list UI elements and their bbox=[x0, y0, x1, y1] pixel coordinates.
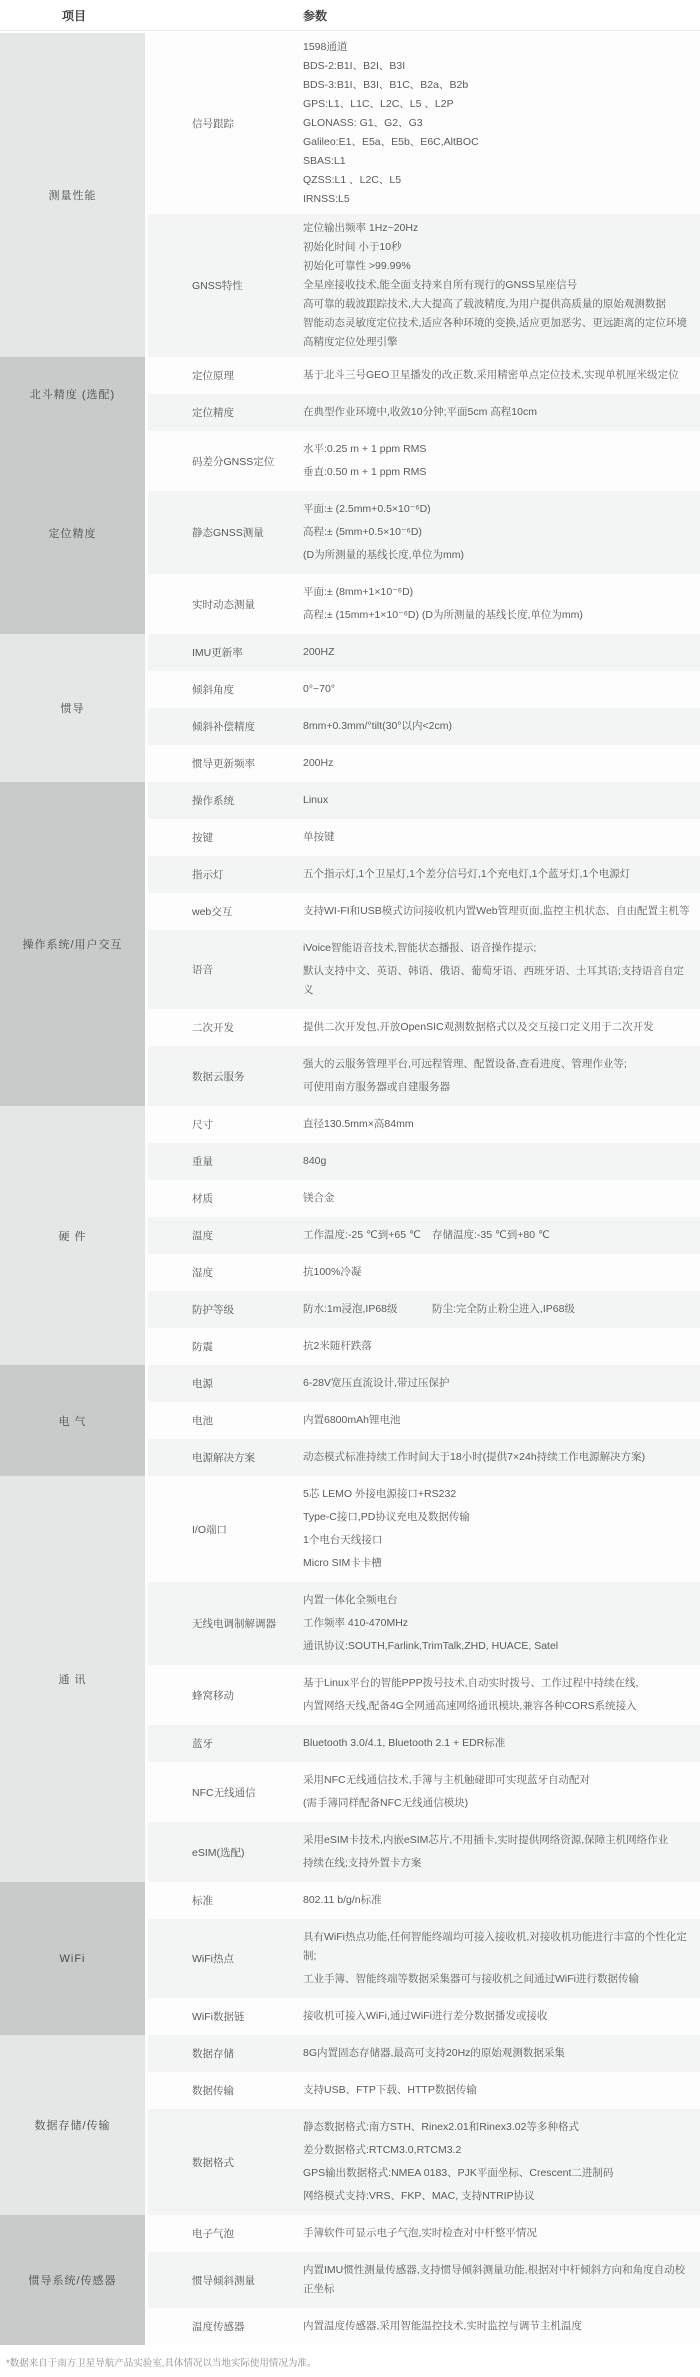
value-line: Bluetooth 3.0/4.1, Bluetooth 2.1 + EDR标准 bbox=[303, 1737, 506, 1749]
row-value bbox=[303, 219, 700, 352]
value-line: 平面:± (8mm+1×10⁻⁶D) bbox=[303, 586, 414, 598]
row-label: 数据存储 bbox=[192, 2048, 234, 2060]
spec-row bbox=[148, 856, 700, 893]
value-line: 200Hz bbox=[303, 757, 334, 769]
value-line: 手簿软件可显示电子气泡,实时检查对中杆整平情况 bbox=[303, 2227, 537, 2239]
row-value bbox=[303, 935, 700, 1004]
table-body bbox=[0, 33, 700, 2345]
row-label: 静态GNSS测量 bbox=[192, 527, 264, 539]
value-segment: 存储温度:-35 ℃到+80 ℃ bbox=[432, 1229, 550, 1241]
value-line: 8mm+0.3mm/°tilt(30°以内<2cm) bbox=[303, 720, 453, 732]
row-value bbox=[303, 1148, 700, 1175]
spec-row bbox=[148, 2215, 700, 2252]
value-line: GLONASS: G1、G2、G3 bbox=[303, 117, 423, 129]
spec-row bbox=[148, 893, 700, 930]
category-cell bbox=[0, 431, 145, 634]
spec-row bbox=[148, 1254, 700, 1291]
row-label: 数据云服务 bbox=[192, 1070, 245, 1083]
value-line bbox=[303, 1300, 692, 1319]
value-line: 抗2米随杆跌落 bbox=[303, 1340, 372, 1352]
spec-row bbox=[148, 1328, 700, 1365]
row-value bbox=[303, 1887, 700, 1914]
value-line: 差分数据格式:RTCM3.0,RTCM3.2 bbox=[303, 2144, 462, 2156]
row-label: WiFi数据链 bbox=[192, 2011, 245, 2023]
category-cell bbox=[0, 1882, 145, 2035]
spec-row bbox=[148, 1725, 700, 1762]
section bbox=[0, 33, 700, 357]
row-label: 蓝牙 bbox=[192, 1738, 213, 1750]
spec-row bbox=[148, 634, 700, 671]
row-label: 定位精度 bbox=[192, 407, 234, 419]
row-label: web交互 bbox=[192, 906, 233, 918]
section-rows bbox=[148, 1106, 700, 1365]
section-rows bbox=[148, 357, 700, 431]
column-header-param: 参数 bbox=[303, 8, 328, 23]
category-cell bbox=[0, 782, 145, 1106]
row-value bbox=[303, 1014, 700, 1041]
row-label: 温度传感器 bbox=[192, 2321, 245, 2333]
row-label: IMU更新率 bbox=[192, 647, 243, 659]
spec-row bbox=[148, 2072, 700, 2109]
category-cell bbox=[0, 1106, 145, 1365]
section-rows bbox=[148, 1365, 700, 1476]
row-label: 无线电调制解调器 bbox=[192, 1618, 276, 1630]
value-segment: 工作温度:-25 ℃到+65 ℃ bbox=[303, 1229, 421, 1241]
spec-row bbox=[148, 1582, 700, 1665]
spec-row bbox=[148, 2035, 700, 2072]
section bbox=[0, 1106, 700, 1365]
value-line: Micro SIM卡卡槽 bbox=[303, 1557, 382, 1569]
category-cell bbox=[0, 2035, 145, 2215]
value-line: 内置一体化全频电台 bbox=[303, 1594, 398, 1606]
spec-row bbox=[148, 1762, 700, 1822]
row-value bbox=[303, 399, 700, 426]
section bbox=[0, 2035, 700, 2215]
section bbox=[0, 634, 700, 782]
value-line: 高可靠的载波跟踪技术,大大提高了载波精度,为用户提供高质量的原始观测数据 bbox=[303, 298, 666, 310]
row-label: eSIM(选配) bbox=[192, 1846, 245, 1859]
value-line: BDS-2:B1I、B2I、B3I bbox=[303, 60, 406, 72]
spec-row bbox=[148, 782, 700, 819]
row-value bbox=[303, 2114, 700, 2210]
spec-row bbox=[148, 1665, 700, 1725]
row-value bbox=[303, 579, 700, 629]
value-line: 支持USB、FTP下载、HTTP数据传输 bbox=[303, 2084, 477, 2096]
value-line: 支持WI-FI和USB模式访问接收机内置Web管理页面,监控主机状态、自由配置主机等 bbox=[303, 905, 690, 917]
section bbox=[0, 782, 700, 1106]
row-label: 电池 bbox=[192, 1415, 213, 1427]
spec-row bbox=[148, 745, 700, 782]
category-label: 定位精度 bbox=[48, 527, 97, 540]
section-rows bbox=[148, 1476, 700, 1882]
value-line: BDS-3:B1I、B3I、B1C、B2a、B2b bbox=[303, 79, 469, 91]
row-label: WiFi热点 bbox=[192, 1953, 234, 1965]
spec-row bbox=[148, 1217, 700, 1254]
row-value bbox=[303, 1407, 700, 1434]
row-value bbox=[303, 861, 700, 888]
row-label: NFC无线通信 bbox=[192, 1786, 256, 1799]
row-value bbox=[303, 1296, 700, 1323]
spec-row bbox=[148, 1476, 700, 1582]
section bbox=[0, 357, 700, 431]
value-line: 高程:± (15mm+1×10⁻⁶D) (D为所测量的基线长度,单位为mm) bbox=[303, 609, 583, 621]
spec-row bbox=[148, 1439, 700, 1476]
value-line: 具有WiFi热点功能,任何智能终端均可接入接收机,对接收机功能进行丰富的个性化定制; bbox=[303, 1931, 687, 1962]
value-line: 通讯协议:SOUTH,Farlink,TrimTalk,ZHD, HUACE, Satel bbox=[303, 1640, 559, 1652]
spec-row bbox=[148, 1402, 700, 1439]
category-label: 测量性能 bbox=[48, 190, 97, 202]
row-value bbox=[303, 2003, 700, 2030]
value-line: IRNSS:L5 bbox=[303, 193, 350, 205]
row-value bbox=[303, 713, 700, 740]
value-line: Galileo:E1、E5a、E5b、E6C,AltBOC bbox=[303, 136, 479, 148]
category-label: 电 气 bbox=[58, 1415, 87, 1428]
spec-row bbox=[148, 431, 700, 491]
value-line: Type-C接口,PD协议充电及数据传输 bbox=[303, 1511, 470, 1523]
spec-row bbox=[148, 1882, 700, 1919]
row-label: 倾斜补偿精度 bbox=[192, 721, 255, 733]
value-line: 200HZ bbox=[303, 646, 335, 658]
row-value bbox=[303, 1924, 700, 1993]
spec-row bbox=[148, 2252, 700, 2308]
spec-row bbox=[148, 671, 700, 708]
section-rows bbox=[148, 1882, 700, 2035]
row-value bbox=[303, 1767, 700, 1817]
row-label: 湿度 bbox=[192, 1267, 213, 1279]
value-line: 水平:0.25 m + 1 ppm RMS bbox=[303, 443, 427, 455]
value-line: 接收机可接入WiFi,通过WiFi进行差分数据播发或接收 bbox=[303, 2010, 548, 2022]
row-value bbox=[303, 1259, 700, 1286]
value-line: 5芯 LEMO 外接电源接口+RS232 bbox=[303, 1488, 457, 1500]
value-line: (需手簿同样配备NFC无线通信模块) bbox=[303, 1797, 469, 1809]
section bbox=[0, 1882, 700, 2035]
spec-row bbox=[148, 1998, 700, 2035]
row-value bbox=[303, 1670, 700, 1720]
row-value bbox=[303, 1444, 700, 1471]
spec-row bbox=[148, 1009, 700, 1046]
value-line: 工业手簿、智能终端等数据采集器可与接收机之间通过WiFi进行数据传输 bbox=[303, 1973, 639, 1985]
value-line: SBAS:L1 bbox=[303, 155, 346, 167]
spec-row bbox=[148, 1291, 700, 1328]
row-label: 惯导倾斜测量 bbox=[192, 2274, 255, 2287]
row-label: 电源 bbox=[192, 1378, 213, 1390]
row-value bbox=[303, 436, 700, 486]
value-line: 0°~70° bbox=[303, 683, 336, 695]
category-label: 操作系统/用户交互 bbox=[22, 939, 123, 951]
category-cell bbox=[0, 1476, 145, 1882]
row-value bbox=[303, 1827, 700, 1877]
row-value bbox=[303, 2077, 700, 2104]
section-rows bbox=[148, 782, 700, 1106]
row-label: 码差分GNSS定位 bbox=[192, 455, 275, 468]
value-line: 可使用南方服务器或自建服务器 bbox=[303, 1081, 450, 1093]
row-value bbox=[303, 787, 700, 814]
row-label: 操作系统 bbox=[192, 795, 234, 807]
row-label: 尺寸 bbox=[192, 1119, 213, 1131]
spec-row bbox=[148, 2109, 700, 2215]
value-line: 采用eSIM卡技术,内嵌eSIM芯片,不用插卡,实时提供网络资源,保障主机网络作业 bbox=[303, 1834, 669, 1846]
table-header bbox=[0, 0, 700, 31]
row-value bbox=[303, 898, 700, 925]
spec-row bbox=[148, 930, 700, 1009]
category-label: 北斗精度 (选配) bbox=[29, 389, 116, 401]
row-label: 定位原理 bbox=[192, 370, 234, 382]
row-label: 二次开发 bbox=[192, 1022, 234, 1034]
value-line: 基于北斗三号GEO卫星播发的改正数,采用精密单点定位技术,实现单机厘米级定位 bbox=[303, 369, 679, 381]
spec-row bbox=[148, 33, 700, 214]
row-label: 信号跟踪 bbox=[192, 118, 234, 130]
category-cell bbox=[0, 2215, 145, 2345]
row-value bbox=[303, 1333, 700, 1360]
row-value bbox=[303, 1111, 700, 1138]
spec-row bbox=[148, 819, 700, 856]
row-label: 语音 bbox=[192, 964, 213, 976]
section-rows bbox=[148, 2215, 700, 2345]
row-value bbox=[303, 1222, 700, 1249]
spec-row bbox=[148, 1106, 700, 1143]
section-rows bbox=[148, 431, 700, 634]
value-line: 1598通道 bbox=[303, 41, 348, 53]
value-line: 抗100%冷凝 bbox=[303, 1266, 362, 1278]
value-line: GPS:L1、L1C、L2C、L5 、L2P bbox=[303, 98, 454, 110]
category-cell bbox=[0, 1365, 145, 1476]
row-label: 数据传输 bbox=[192, 2085, 234, 2097]
value-line: 840g bbox=[303, 1155, 327, 1167]
row-label: 防护等级 bbox=[192, 1304, 234, 1316]
row-label: 指示灯 bbox=[192, 869, 224, 881]
row-value bbox=[303, 639, 700, 666]
value-line: 五个指示灯,1个卫星灯,1个差分信号灯,1个充电灯,1个蓝牙灯,1个电源灯 bbox=[303, 868, 631, 880]
value-line: 内置温度传感器,采用智能温控技术,实时监控与调节主机温度 bbox=[303, 2320, 582, 2332]
row-value bbox=[303, 1051, 700, 1101]
section bbox=[0, 2215, 700, 2345]
row-value bbox=[303, 1730, 700, 1757]
row-value bbox=[303, 676, 700, 703]
value-segment: 防水:1m浸泡,IP68级 bbox=[303, 1303, 398, 1315]
row-label: 电源解决方案 bbox=[192, 1452, 255, 1464]
value-line: 平面:± (2.5mm+0.5×10⁻⁶D) bbox=[303, 503, 431, 515]
value-line: iVoice智能语音技术,智能状态播报、语音操作提示; bbox=[303, 942, 537, 954]
spec-row bbox=[148, 357, 700, 394]
row-value bbox=[303, 362, 700, 389]
value-line: 高程:± (5mm+0.5×10⁻⁶D) bbox=[303, 526, 422, 538]
row-label: 数据格式 bbox=[192, 2156, 234, 2169]
row-value bbox=[303, 2257, 700, 2303]
spec-row bbox=[148, 1822, 700, 1882]
value-line: 802.11 b/g/n标准 bbox=[303, 1894, 382, 1906]
value-line: 6-28V宽压直流设计,带过压保护 bbox=[303, 1377, 450, 1389]
category-cell bbox=[0, 634, 145, 782]
value-line: (D为所测量的基线长度,单位为mm) bbox=[303, 549, 464, 561]
spec-row bbox=[148, 708, 700, 745]
section-rows bbox=[148, 634, 700, 782]
spec-row bbox=[148, 2308, 700, 2345]
row-label: 重量 bbox=[192, 1156, 213, 1168]
value-line: 初始化可靠性 >99.99% bbox=[303, 260, 411, 272]
column-header-item: 项目 bbox=[61, 8, 86, 23]
spec-row bbox=[148, 1365, 700, 1402]
value-segment: 防尘:完全防止粉尘进入,IP68级 bbox=[432, 1303, 575, 1315]
value-line: 采用NFC无线通信技术,手簿与主机触碰即可实现蓝牙自动配对 bbox=[303, 1774, 590, 1786]
spec-row bbox=[148, 214, 700, 357]
row-value bbox=[303, 1587, 700, 1660]
section-rows bbox=[148, 2035, 700, 2215]
category-label: 通 讯 bbox=[58, 1674, 87, 1686]
category-label: 惯导 bbox=[60, 703, 85, 715]
value-line: 垂直:0.50 m + 1 ppm RMS bbox=[303, 466, 427, 478]
value-line: 强大的云服务管理平台,可远程管理、配置设备,查看进度、管理作业等; bbox=[303, 1058, 627, 1070]
row-value bbox=[303, 824, 700, 851]
value-line bbox=[303, 1226, 692, 1245]
row-label: 温度 bbox=[192, 1230, 213, 1242]
value-line: 单按键 bbox=[303, 831, 335, 843]
row-label: GNSS特性 bbox=[192, 280, 243, 292]
spec-row bbox=[148, 394, 700, 431]
value-line: 默认支持中文、英语、韩语、俄语、葡萄牙语、西班牙语、土耳其语;支持语音自定义 bbox=[303, 965, 684, 996]
value-line: 高精度定位处理引擎 bbox=[303, 336, 398, 348]
value-line: 动态模式标准持续工作时间大于18小时(提供7×24h持续工作电源解决方案) bbox=[303, 1451, 646, 1463]
row-value bbox=[303, 2220, 700, 2247]
value-line: 内置6800mAh锂电池 bbox=[303, 1414, 401, 1426]
category-label: WiFi bbox=[59, 1952, 86, 1965]
row-label: 电子气泡 bbox=[192, 2228, 234, 2240]
spec-row bbox=[148, 1143, 700, 1180]
row-label: I/O端口 bbox=[192, 1523, 228, 1536]
section-rows bbox=[148, 33, 700, 357]
row-label: 实时动态测量 bbox=[192, 598, 255, 611]
row-value bbox=[303, 2313, 700, 2340]
value-line: QZSS:L1 、L2C、L5 bbox=[303, 174, 402, 186]
value-line: 8G内置固态存储器,最高可支持20Hz的原始观测数据采集 bbox=[303, 2047, 565, 2059]
row-value bbox=[303, 750, 700, 777]
section bbox=[0, 431, 700, 634]
spec-row bbox=[148, 1180, 700, 1217]
row-value bbox=[303, 2040, 700, 2067]
value-line: 1个电台天线接口 bbox=[303, 1534, 383, 1546]
row-label: 材质 bbox=[192, 1193, 213, 1205]
category-label: 惯导系统/传感器 bbox=[28, 2275, 117, 2287]
category-label: 硬 件 bbox=[58, 1230, 87, 1243]
row-label: 防震 bbox=[192, 1341, 213, 1353]
spec-row bbox=[148, 491, 700, 574]
value-line: 提供二次开发包,开放OpenSIC观测数据格式以及交互接口定义用于二次开发 bbox=[303, 1021, 654, 1033]
row-label: 倾斜角度 bbox=[192, 684, 234, 696]
value-line: 网络模式支持:VRS、FKP、MAC, 支持NTRIP协议 bbox=[303, 2190, 535, 2202]
row-label: 按键 bbox=[192, 832, 213, 844]
category-cell bbox=[0, 357, 145, 431]
row-value bbox=[303, 1370, 700, 1397]
row-label: 蜂窝移动 bbox=[192, 1689, 234, 1702]
footnote: *数据来自于南方卫星导航产品实验室,具体情况以当地实际使用情况为准。 bbox=[6, 2358, 317, 2369]
value-line: 内置IMU惯性测量传感器,支持惯导倾斜测量功能,根据对中杆倾斜方向和角度自动校正坐标 bbox=[303, 2264, 686, 2295]
value-line: 镁合金 bbox=[303, 1192, 335, 1204]
spec-row bbox=[148, 1919, 700, 1998]
value-line: Linux bbox=[303, 794, 329, 806]
row-label: 标准 bbox=[192, 1895, 213, 1907]
value-line: 定位输出频率 1Hz~20Hz bbox=[303, 222, 419, 234]
row-value bbox=[303, 38, 700, 209]
value-line: 持续在线;支持外置卡方案 bbox=[303, 1857, 422, 1869]
value-line: 内置网络天线,配备4G全网通高速网络通讯模块,兼容各种CORS系统接入 bbox=[303, 1700, 637, 1712]
row-label: 惯导更新频率 bbox=[192, 758, 255, 770]
value-line: GPS输出数据格式:NMEA 0183、PJK平面坐标、Crescent二进制码 bbox=[303, 2167, 614, 2179]
value-line: 直径130.5mm×高84mm bbox=[303, 1118, 414, 1130]
row-value bbox=[303, 496, 700, 569]
value-line: 基于Linux平台的智能PPP拨号技术,自动实时拨号、工作过程中持续在线, bbox=[303, 1677, 639, 1689]
row-value bbox=[303, 1185, 700, 1212]
value-line: 初始化时间 小于10秒 bbox=[303, 241, 402, 253]
value-line: 静态数据格式:南方STH、Rinex2.01和Rinex3.02等多种格式 bbox=[303, 2121, 579, 2133]
value-line: 全星座接收技术,能全面支持来自所有现行的GNSS星座信号 bbox=[303, 279, 578, 291]
row-value bbox=[303, 1481, 700, 1577]
value-line: 智能动态灵敏度定位技术,适应各种环境的变换,适应更加恶劣、更远距离的定位环境 bbox=[303, 317, 687, 329]
spec-row bbox=[148, 1046, 700, 1106]
section bbox=[0, 1365, 700, 1476]
value-line: 工作频率 410-470MHz bbox=[303, 1617, 409, 1629]
category-label: 数据存储/传输 bbox=[34, 2120, 111, 2132]
spec-row bbox=[148, 574, 700, 634]
category-cell bbox=[0, 33, 145, 357]
section bbox=[0, 1476, 700, 1882]
value-line: 在典型作业环境中,收敛10分钟;平面5cm 高程10cm bbox=[303, 406, 537, 418]
